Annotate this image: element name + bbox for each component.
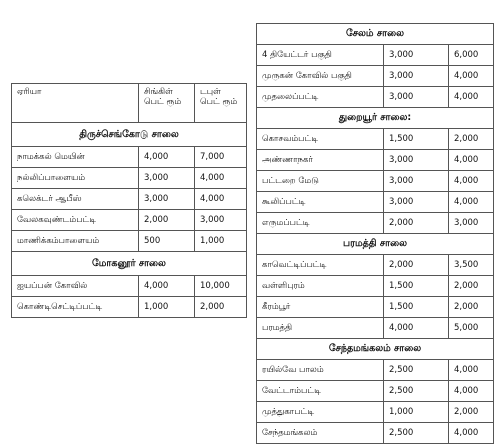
table-row <box>257 45 494 66</box>
double-rent-cell: 2,000 <box>449 129 494 150</box>
rent-table-right <box>256 23 494 444</box>
single-rent-cell: 3,000 <box>139 168 195 189</box>
single-rent-cell: 3,000 <box>139 189 195 210</box>
section-title: பரமத்தி சாலை <box>257 234 494 255</box>
double-rent-cell: 7,000 <box>195 147 247 168</box>
single-rent-cell: 3,000 <box>384 150 449 171</box>
area-cell: காவெட்டிப்பட்டி <box>257 255 384 276</box>
section-title: மோகனூர் சாலை <box>12 252 247 276</box>
table-row <box>257 150 494 171</box>
single-rent-cell: 2,000 <box>139 210 195 231</box>
single-rent-cell: 4,000 <box>139 147 195 168</box>
table-row <box>12 168 247 189</box>
double-rent-cell: 4,000 <box>449 360 494 381</box>
table-row <box>257 276 494 297</box>
double-rent-cell: 4,000 <box>449 381 494 402</box>
double-rent-cell: 3,000 <box>449 213 494 234</box>
column-header-area: ஏரியா <box>12 84 139 123</box>
double-rent-cell: 4,000 <box>449 423 494 444</box>
table-row <box>257 192 494 213</box>
table-row <box>257 297 494 318</box>
table-row <box>257 255 494 276</box>
table-row <box>12 189 247 210</box>
double-rent-cell: 4,000 <box>195 168 247 189</box>
column-header-double-room: டபுள் பெட் ரூம் <box>195 84 247 123</box>
area-cell: முருகன் கோவில் பகுதி <box>257 66 384 87</box>
section-title: துறையூர் சாலை: <box>257 108 494 129</box>
single-rent-cell: 1,500 <box>384 297 449 318</box>
area-cell: நல்லிப்பாளையம் <box>12 168 139 189</box>
double-rent-cell: 3,500 <box>449 255 494 276</box>
section-title: சேந்தமங்கலம் சாலை <box>257 339 494 360</box>
table-row <box>257 129 494 150</box>
double-rent-cell: 6,000 <box>449 45 494 66</box>
area-cell: நாமக்கல் மெயின் <box>12 147 139 168</box>
table-row <box>12 210 247 231</box>
double-rent-cell: 2,000 <box>449 402 494 423</box>
section-title: சேலம் சாலை <box>257 24 494 45</box>
area-cell: கொண்டிசெட்டிப்பட்டி <box>12 297 139 318</box>
double-rent-cell: 4,000 <box>449 66 494 87</box>
area-cell: அண்ணாநகர் <box>257 150 384 171</box>
single-rent-cell: 1,500 <box>384 129 449 150</box>
double-rent-cell: 4,000 <box>195 189 247 210</box>
single-rent-cell: 3,000 <box>384 87 449 108</box>
double-rent-cell: 4,000 <box>449 87 494 108</box>
area-cell: ஐயப்பன் கோவில் <box>12 276 139 297</box>
table-row <box>257 66 494 87</box>
double-rent-cell: 2,000 <box>449 276 494 297</box>
table-row <box>12 297 247 318</box>
single-rent-cell: 3,000 <box>384 171 449 192</box>
area-cell: சேந்தமங்கலம் <box>257 423 384 444</box>
area-cell: கொசவம்பட்டி <box>257 129 384 150</box>
table-row <box>12 147 247 168</box>
table-row <box>257 87 494 108</box>
area-cell: பரமத்தி <box>257 318 384 339</box>
table-row <box>257 402 494 423</box>
column-header-single-room: சிங்கிள் பெட் ரூம் <box>139 84 195 123</box>
single-rent-cell: 2,000 <box>384 213 449 234</box>
single-rent-cell: 4,000 <box>139 276 195 297</box>
area-cell: ரயில்வே பாலம் <box>257 360 384 381</box>
column-header-row <box>12 84 247 123</box>
table-row <box>257 381 494 402</box>
single-rent-cell: 3,000 <box>384 192 449 213</box>
rent-table-left <box>11 83 247 318</box>
area-cell: கலெக்டர் ஆபீஸ் <box>12 189 139 210</box>
area-cell: முதலைப்பட்டி <box>257 87 384 108</box>
table-row <box>257 213 494 234</box>
double-rent-cell: 10,000 <box>195 276 247 297</box>
area-cell: முத்துகாபட்டி <box>257 402 384 423</box>
single-rent-cell: 500 <box>139 231 195 252</box>
area-cell: வேட்டாம்பட்டி <box>257 381 384 402</box>
table-row <box>257 423 494 444</box>
area-cell: மாணிக்கம்பாளையம் <box>12 231 139 252</box>
table-row <box>257 171 494 192</box>
double-rent-cell: 1,000 <box>195 231 247 252</box>
section-title: திருச்செங்கோடு சாலை <box>12 123 247 147</box>
area-cell: வள்ளிபுரம் <box>257 276 384 297</box>
double-rent-cell: 4,000 <box>449 171 494 192</box>
single-rent-cell: 2,000 <box>384 255 449 276</box>
area-cell: பட்டறை மேடு <box>257 171 384 192</box>
double-rent-cell: 5,000 <box>449 318 494 339</box>
double-rent-cell: 2,000 <box>449 297 494 318</box>
single-rent-cell: 3,000 <box>384 66 449 87</box>
area-cell: கூலிப்பட்டி <box>257 192 384 213</box>
single-rent-cell: 2,500 <box>384 360 449 381</box>
single-rent-cell: 4,000 <box>384 318 449 339</box>
area-cell: எருமப்பட்டி <box>257 213 384 234</box>
table-row <box>12 231 247 252</box>
table-row <box>257 318 494 339</box>
area-cell: 4 தியேட்டர் பகுதி <box>257 45 384 66</box>
single-rent-cell: 1,000 <box>139 297 195 318</box>
area-cell: கீரம்பூர் <box>257 297 384 318</box>
double-rent-cell: 2,000 <box>195 297 247 318</box>
single-rent-cell: 2,500 <box>384 423 449 444</box>
single-rent-cell: 2,500 <box>384 381 449 402</box>
table-row <box>257 360 494 381</box>
area-cell: வேலகவுண்டம்பட்டி <box>12 210 139 231</box>
single-rent-cell: 3,000 <box>384 45 449 66</box>
single-rent-cell: 1,500 <box>384 276 449 297</box>
table-row <box>12 276 247 297</box>
double-rent-cell: 3,000 <box>195 210 247 231</box>
single-rent-cell: 1,000 <box>384 402 449 423</box>
double-rent-cell: 4,000 <box>449 192 494 213</box>
double-rent-cell: 4,000 <box>449 150 494 171</box>
